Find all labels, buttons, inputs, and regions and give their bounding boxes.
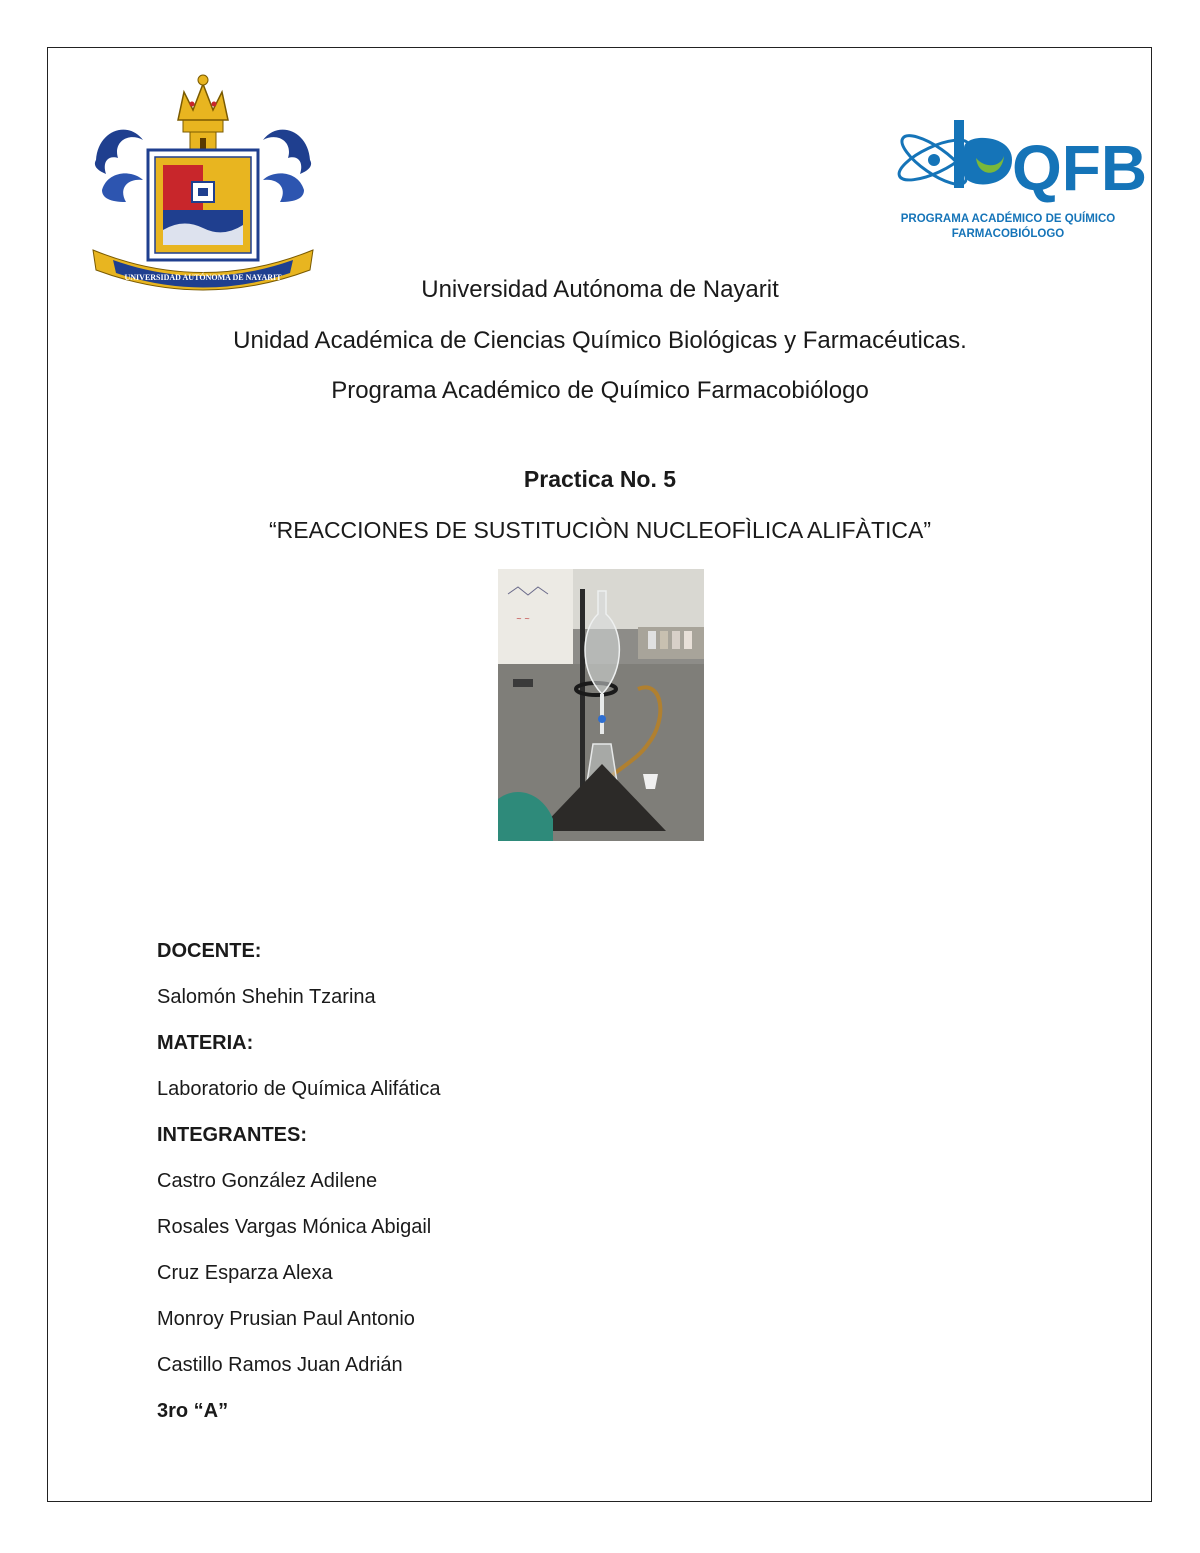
teacher-name: Salomón Shehin Tzarina: [157, 986, 376, 1008]
academic-unit: Unidad Académica de Ciencias Químico Biológicas y Farmacéuticas.: [233, 327, 967, 354]
lab-photo: [498, 569, 704, 841]
member-item: Monroy Prusian Paul Antonio: [157, 1308, 415, 1330]
member-item: Cruz Esparza Alexa: [157, 1262, 333, 1284]
subject-name: Laboratorio de Química Alifática: [157, 1078, 441, 1100]
atom-logo-icon: [892, 118, 1148, 248]
members-label: INTEGRANTES:: [157, 1124, 307, 1146]
subject-label: MATERIA:: [157, 1032, 254, 1054]
group-label: 3ro “A”: [157, 1400, 229, 1422]
svg-text:~ ~: ~ ~: [516, 615, 530, 623]
university-crest-icon: [88, 70, 318, 285]
practice-number: Practica No. 5: [523, 466, 677, 492]
qfb-line-1: PROGRAMA ACADÉMICO DE QUÍMICO: [900, 213, 1116, 225]
academic-program: Programa Académico de Químico Farmacobiólogo: [331, 377, 869, 404]
practice-title: “REACCIONES DE SUSTITUCIÒN NUCLEOFÌLICA ALIFÀTICA”: [269, 517, 931, 543]
member-item: Castillo Ramos Juan Adrián: [157, 1354, 403, 1376]
qfb-line-2: FARMACOBIÓLOGO: [951, 228, 1065, 240]
member-item: Rosales Vargas Mónica Abigail: [157, 1216, 432, 1238]
qfb-mark-text: QFB: [1012, 132, 1148, 204]
member-item: Castro González Adilene: [157, 1170, 378, 1192]
teacher-label: DOCENTE:: [157, 940, 262, 962]
uan-banner-text: UNIVERSIDAD AUTÓNOMA DE NAYARIT: [124, 273, 282, 282]
university-name: Universidad Autónoma de Nayarit: [421, 276, 779, 303]
